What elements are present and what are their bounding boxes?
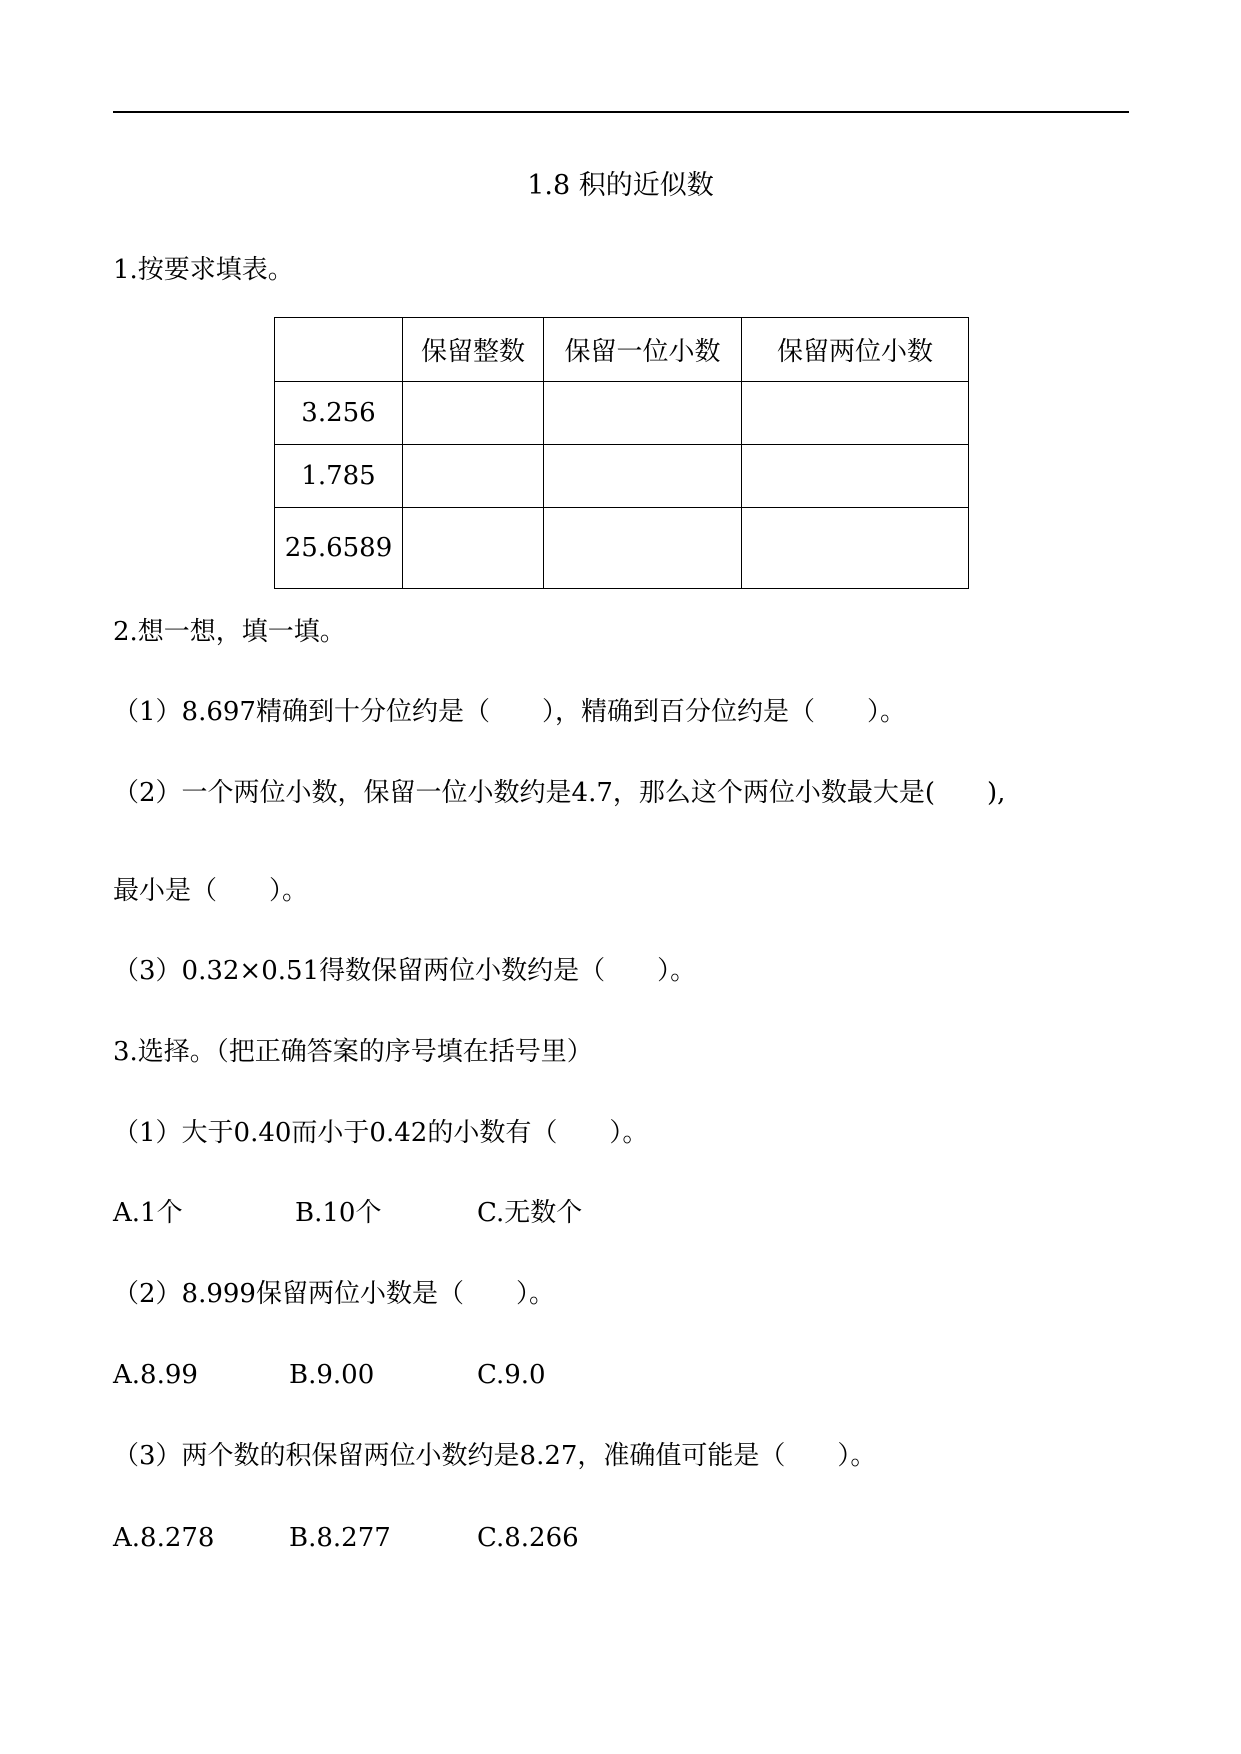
table-header-empty: [275, 318, 403, 382]
q3-question-1: （1）大于0.40而小于0.42的小数有（ ）。: [113, 1118, 649, 1148]
answer-cell[interactable]: [403, 445, 544, 508]
answer-cell[interactable]: [544, 508, 742, 589]
answer-cell[interactable]: [544, 445, 742, 508]
table-row-number: 25.6589: [275, 508, 403, 589]
q3-q3-option-b[interactable]: B.8.277: [289, 1523, 391, 1553]
page-title: 1.8 积的近似数: [527, 170, 714, 201]
q3-q3-option-a[interactable]: A.8.278: [113, 1523, 215, 1553]
q3-q2-option-c[interactable]: C.9.0: [477, 1360, 546, 1390]
q3-q1-option-c[interactable]: C.无数个: [477, 1198, 583, 1228]
answer-cell[interactable]: [403, 382, 544, 445]
q3-q2-option-b[interactable]: B.9.00: [289, 1360, 375, 1390]
q2-item-3: （3）0.32×0.51得数保留两位小数约是（ ）。: [113, 956, 697, 986]
q3-q3-option-c[interactable]: C.8.266: [477, 1523, 579, 1553]
q3-question-2: （2）8.999保留两位小数是（ ）。: [113, 1279, 555, 1309]
q3-q1-option-a[interactable]: A.1个: [113, 1198, 183, 1228]
answer-cell[interactable]: [403, 508, 544, 589]
table-header-row: [275, 318, 969, 382]
q1-heading: 1.按要求填表。: [113, 255, 294, 285]
table-header-integer: 保留整数: [403, 318, 544, 382]
table-row: [275, 508, 969, 589]
q3-heading: 3.选择。（把正确答案的序号填在括号里）: [113, 1037, 593, 1067]
table-row-number: 3.256: [275, 382, 403, 445]
table-header-two-decimals: 保留两位小数: [742, 318, 969, 382]
table-header-one-decimal: 保留一位小数: [544, 318, 742, 382]
q2-item-1: （1）8.697精确到十分位约是（ ），精确到百分位约是（ ）。: [113, 697, 906, 727]
q2-item-2-continued: 最小是（ ）。: [113, 876, 309, 906]
q3-q1-option-b[interactable]: B.10个: [295, 1198, 382, 1228]
q3-question-3: （3）两个数的积保留两位小数约是8.27，准确值可能是（ ）。: [113, 1441, 877, 1471]
table-row-number: 1.785: [275, 445, 403, 508]
table-row: [275, 382, 969, 445]
q3-q2-option-a[interactable]: A.8.99: [113, 1360, 198, 1390]
answer-cell[interactable]: [742, 382, 969, 445]
q2-heading: 2.想一想，填一填。: [113, 617, 346, 647]
header-rule: [113, 111, 1129, 113]
q2-item-2: （2）一个两位小数，保留一位小数约是4.7，那么这个两位小数最大是( ),: [113, 778, 1006, 808]
rounding-table: [274, 317, 969, 589]
answer-cell[interactable]: [742, 445, 969, 508]
answer-cell[interactable]: [544, 382, 742, 445]
table-row: [275, 445, 969, 508]
answer-cell[interactable]: [742, 508, 969, 589]
